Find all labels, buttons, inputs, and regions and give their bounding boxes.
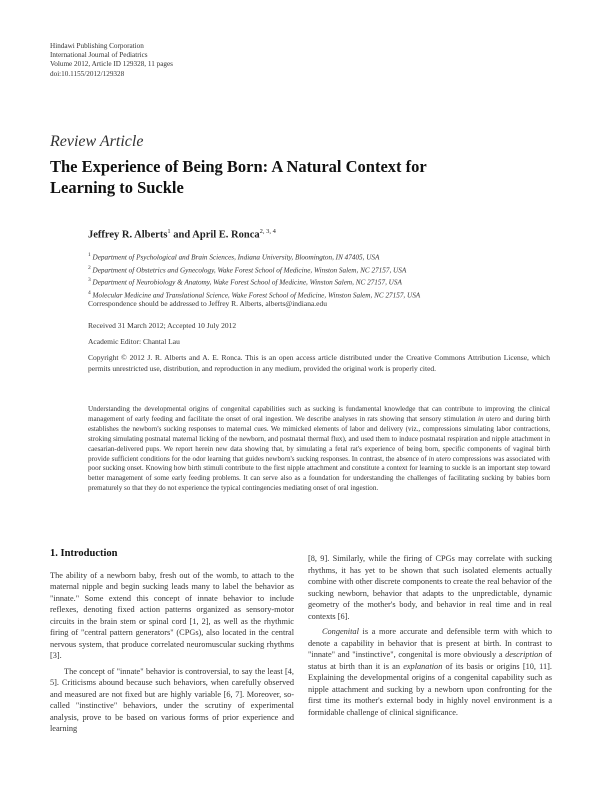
author-name: April E. Ronca [192, 229, 260, 241]
body-emphasis: explanation [403, 661, 443, 671]
body-column-right [308, 553, 552, 722]
body-paragraph: The concept of "innate" behavior is controversial, to say the least [4, 5]. Criticisms abound because such behaviors, when carefully observed and measured are not fixed but are highly variable [6, 7]. Moreover, so-called "instinctive" behaviors, under the scrutiny of experimental analysis, prove to be based on various forms of prior experience and learning [50, 666, 294, 733]
correspondence: Correspondence should be addressed to Jeffrey R. Alberts, alberts@indiana.edu [88, 299, 327, 308]
affil-text: Department of Neurobiology & Anatomy, Wake Forest School of Medicine, Winston Salem, NC 27157, USA [92, 278, 402, 287]
affil-mark: 2 [88, 264, 91, 271]
author-separator: and [170, 229, 193, 241]
body-text: is a more accurate and defensible term with which to denote a capability in behavior that is present at birth. In contrast to "innate" and "instinctive", congenital is more obviously a [308, 627, 552, 659]
paper-title: The Experience of Being Born: A Natural Context for Learning to Suckle [50, 157, 427, 197]
body-text: of status at birth than it is an [308, 650, 552, 671]
body-paragraph: [8, 9]. Similarly, while the firing of CPGs may correlate with sucking rhythms, it has yet to be shown that such isolated elements actually combine with other discrete components to create the real behavior of the sucking newborn, behavior that adapts to the unpredictable, dynamic geometry of the mother's body, and behavior in real time and in real contexts [6]. [308, 554, 552, 621]
affil-text: Department of Obstetrics and Gynecology, Wake Forest School of Medicine, Winston Salem, NC 27157, USA [92, 265, 407, 274]
abstract-text: compressions was associated with poor sucking onset. Knowing how birth stimuli contribute to the first nipple attachment and constitute a context for learning to suckle is an important step toward better management of some early feeding problems. It can serve also as a foundation for understanding the challenges of facilitating sucking by babies born prematurely so that they do not experience the typical contingencies mediating onset of oral ingestion. [88, 454, 550, 493]
affiliation [88, 250, 420, 263]
author-affil-mark: 1 [167, 228, 171, 235]
author-affil-mark: 2, 3, 4 [259, 228, 276, 235]
abstract-emphasis: in utero [428, 454, 451, 463]
body-emphasis: Congenital [322, 627, 359, 636]
body-paragraph [308, 626, 552, 718]
body-emphasis: description [505, 650, 543, 659]
doi[interactable]: doi:10.1155/2012/129328 [50, 69, 125, 78]
affil-mark: 4 [88, 289, 91, 296]
body-paragraph: The ability of a newborn baby, fresh out of the womb, to attach to the maternal nipple and begin sucking leads many to label the behavior as "innate." Some extend this concept of innate behavior to include reflexes, denoting fixed action patterns organized as sensory-motor circuits in the brain stem or spinal cord [1, 2], as well as the rhythmic firing of "central pattern generators" (CPGs), also located in the central nervous system, that produce correlated neuromuscular sucking rhythms [3]. [50, 570, 294, 660]
journal-name: International Journal of Pediatrics [50, 51, 148, 60]
affil-mark: 1 [88, 252, 91, 258]
article-type: Review Article [50, 133, 144, 150]
abstract-text: and during birth establishes the newborn's sucking responses to maternal cues. We mimicked elements of labor and delivery (viz., compressions simulating labor contractions, stroking simulating postnatal maternal licking of the newborn, and postnatal thermal flux), and used them to induce postnatal respiration and nipple attachment in caesarian-delivered pups. We report herein new data showing that, by simulating a fetal rat's experience of being born, specific components of vaginal birth provide sufficient conditions for the odor learning that guides newborn's sucking responses. In contrast, the absence of [88, 414, 551, 463]
affiliation [88, 263, 420, 276]
received-accepted-dates: Received 31 March 2012; Accepted 10 July 2012 [88, 321, 237, 330]
copyright-notice: Copyright © 2012 J. R. Alberts and A. E. Ronca. This is an open access article distributed under the Creative Commons Attribution License, which permits unrestricted use, distribution, and reproduction in any medium, provided the original work is properly cited. [88, 353, 550, 373]
publisher: Hindawi Publishing Corporation [50, 42, 144, 50]
body-column-left [50, 548, 294, 739]
affil-mark: 3 [88, 277, 91, 284]
academic-editor: Academic Editor: Chantal Lau [88, 337, 180, 346]
author-list [88, 228, 276, 241]
author-name: Jeffrey R. Alberts [88, 229, 168, 241]
affiliation [88, 275, 420, 288]
abstract [88, 405, 550, 494]
affil-text: Molecular Medicine and Translational Science, Wake Forest School of Medicine, Winston Salem, NC 27157, USA [92, 291, 421, 300]
body-text: of its basis or origins [10, 11]. Explaining the developmental origins of a congenital capability such as nipple attachment and sucking by a newborn upon confronting for the first time its mother's external body in highly novel environment is a formidable challenge of clinical significance. [308, 661, 552, 717]
affiliation-list [88, 250, 420, 300]
section-heading: 1. Introduction [50, 548, 118, 559]
journal-header [50, 42, 173, 79]
volume-info: Volume 2012, Article ID 129328, 11 pages [50, 60, 173, 69]
abstract-text: Understanding the developmental origins of congenital capabilities such as sucking is fundamental knowledge that can contribute to improving the clinical management of early feeding and facilitate the onset of oral ingestion. We describe analyses in rats showing that sensory stimulation [88, 405, 550, 423]
affil-text: Department of Psychological and Brain Sciences, Indiana University, Bloomington, IN 47405, USA [92, 253, 380, 262]
abstract-emphasis: in utero [477, 414, 501, 423]
